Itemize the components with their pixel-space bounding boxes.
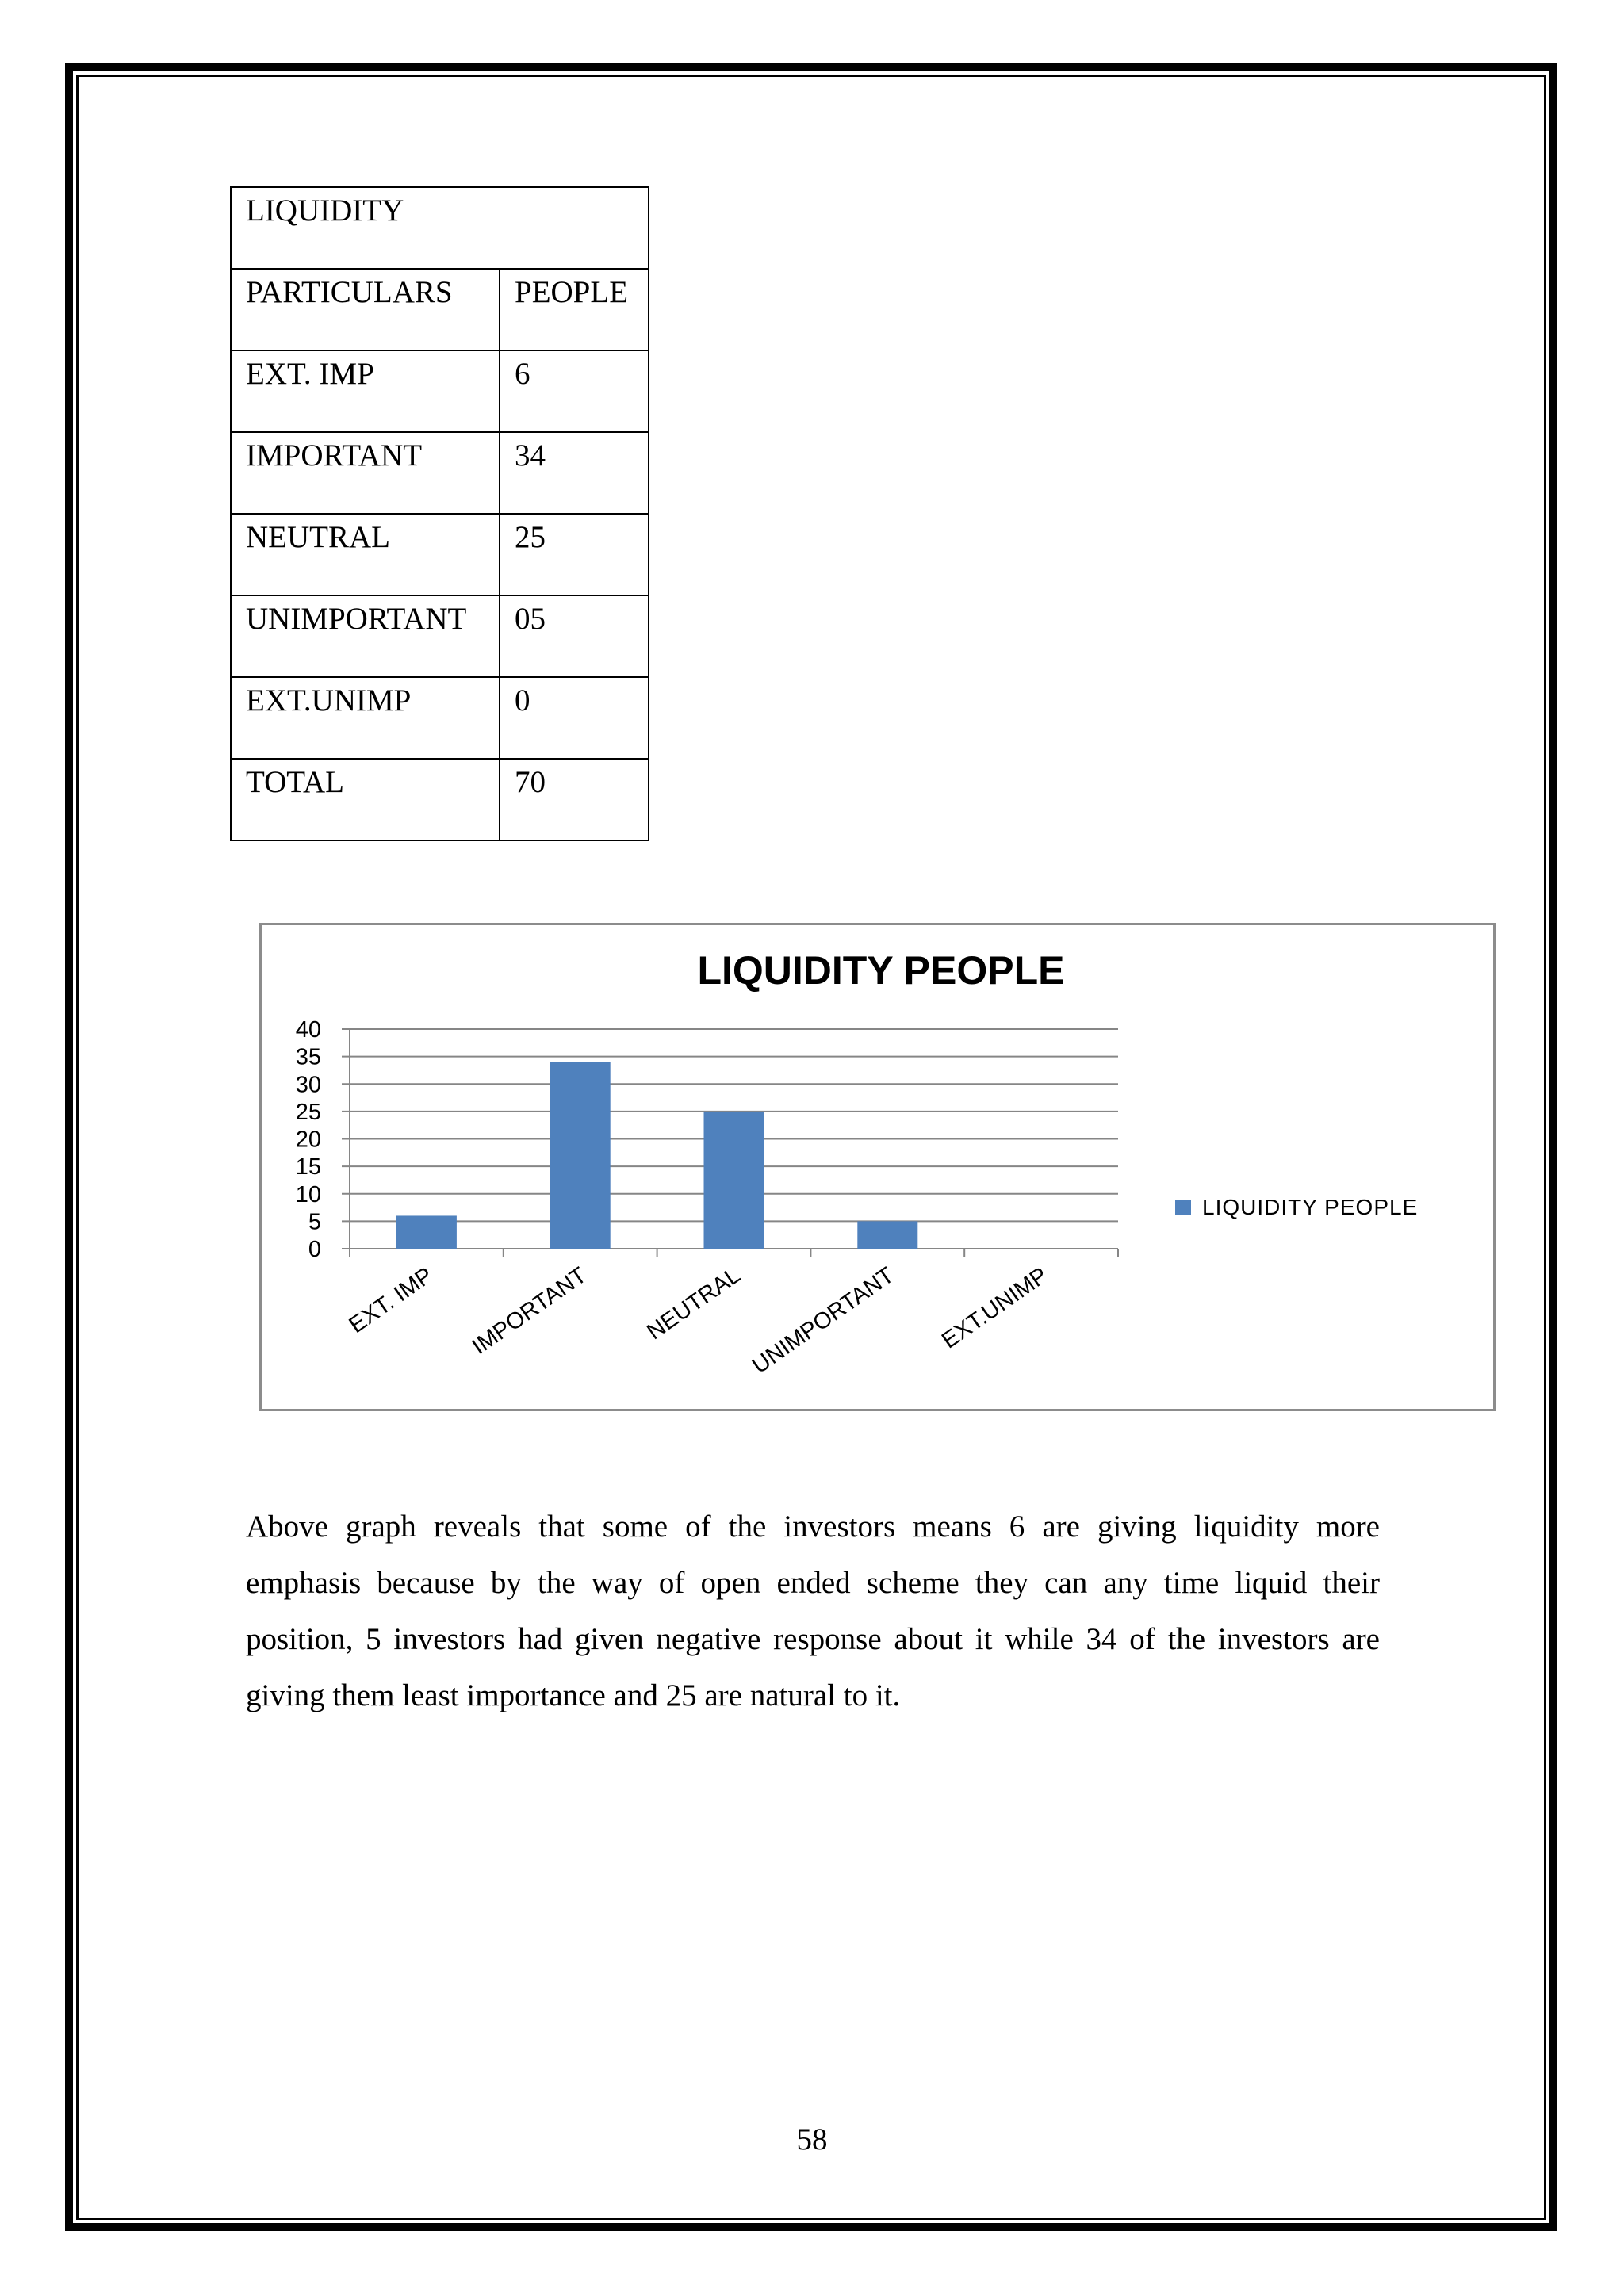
table-cell: EXT.UNIMP [231, 677, 500, 759]
table-cell: 0 [500, 677, 649, 759]
table-cell: 34 [500, 432, 649, 514]
table-row [231, 759, 649, 840]
table-cell: 6 [500, 350, 649, 432]
table-cell: EXT. IMP [231, 350, 500, 432]
bar [550, 1062, 611, 1249]
bar [857, 1221, 917, 1249]
page-number: 58 [796, 2122, 828, 2156]
liquidity-table [230, 186, 649, 841]
y-tick-label: 25 [295, 1099, 321, 1125]
chart-canvas [262, 925, 1493, 1409]
table-row [231, 677, 649, 759]
y-tick-label: 15 [295, 1154, 321, 1181]
paragraph-line: Above graph reveals that some of the investors means 6 are giving liquidity more [246, 1510, 1380, 1544]
header-people: PEOPLE [500, 269, 649, 350]
table-cell: TOTAL [231, 759, 500, 840]
bar [704, 1112, 764, 1249]
paragraph-line: position, 5 investors had given negative response about it while 34 of the investors are [246, 1622, 1380, 1656]
table-cell: 25 [500, 514, 649, 595]
legend-swatch [1175, 1200, 1191, 1215]
table-cell: 70 [500, 759, 649, 840]
header-particulars: PARTICULARS [231, 269, 500, 350]
y-tick-label: 35 [295, 1044, 321, 1070]
paragraph-line: emphasis because by the way of open ended scheme they can any time liquid their [246, 1566, 1380, 1600]
table-header-row [231, 269, 649, 350]
table-cell: UNIMPORTANT [231, 595, 500, 677]
bar [396, 1215, 457, 1249]
table-title: LIQUIDITY [231, 187, 649, 269]
table-title-row [231, 187, 649, 269]
description-paragraph [246, 1498, 1380, 1724]
table-row [231, 350, 649, 432]
table-cell: 05 [500, 595, 649, 677]
x-tick-label: IMPORTANT [467, 1262, 592, 1360]
y-tick-label: 10 [295, 1181, 321, 1207]
table-row [231, 595, 649, 677]
bar-chart [259, 923, 1496, 1411]
x-tick-label: EXT. IMP [344, 1262, 438, 1339]
legend-label: LIQUIDITY PEOPLE [1202, 1195, 1419, 1219]
paragraph-line: giving them least importance and 25 are natural to it. [246, 1678, 901, 1712]
x-tick-label: EXT.UNIMP [937, 1262, 1053, 1354]
chart-title: LIQUIDITY PEOPLE [697, 948, 1065, 993]
table-cell: IMPORTANT [231, 432, 500, 514]
table-row [231, 514, 649, 595]
y-tick-label: 5 [308, 1209, 321, 1235]
y-tick-label: 0 [308, 1237, 321, 1262]
y-tick-label: 40 [295, 1017, 321, 1043]
y-tick-label: 20 [295, 1127, 321, 1153]
y-tick-label: 30 [295, 1072, 321, 1098]
table-row [231, 432, 649, 514]
table-cell: NEUTRAL [231, 514, 500, 595]
x-tick-label: UNIMPORTANT [747, 1262, 899, 1380]
x-tick-label: NEUTRAL [642, 1262, 745, 1345]
